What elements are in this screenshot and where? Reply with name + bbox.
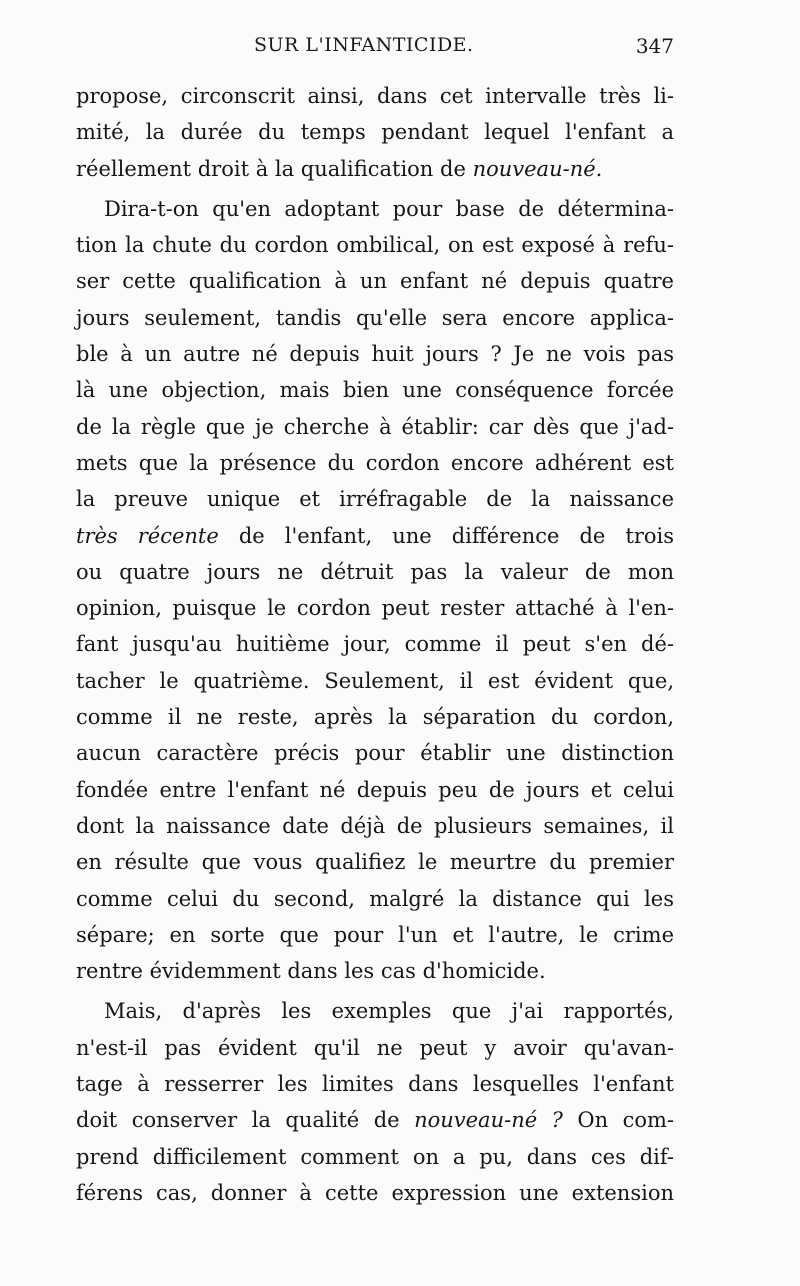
text-line: dont la naissance date déjà de plusieurs semaines, il	[76, 813, 674, 838]
paragraph-3	[76, 993, 674, 1211]
text-line: tion la chute du cordon ombilical, on est exposé à refu-	[76, 233, 674, 258]
text-line: aucun caractère précis pour établir une distinction	[76, 741, 674, 766]
text-line: férens cas, donner à cette expression une extension	[76, 1180, 674, 1205]
text-line: n'est-il pas évident qu'il ne peut y avoir qu'avan-	[76, 1035, 674, 1060]
text-line: là une objection, mais bien une conséquence forcée	[76, 378, 674, 403]
text-line: ble à un autre né depuis huit jours ? Je ne vois pas	[76, 342, 674, 367]
text-segment: doit conserver la qualité de	[76, 1108, 415, 1133]
body-text	[76, 78, 674, 1211]
text-segment: réellement droit à la qualification de	[76, 156, 473, 181]
italic-term: nouveau-né ?	[414, 1108, 563, 1133]
text-line: ser cette qualification à un enfant né depuis quatre	[76, 269, 674, 294]
text-line: Dira-t-on qu'en adoptant pour base de détermina-	[104, 196, 674, 221]
text-line: Mais, d'après les exemples que j'ai rapportés,	[104, 999, 674, 1024]
text-line: en résulte que vous qualifiez le meurtre du premier	[76, 850, 674, 875]
text-line: comme celui du second, malgré la distance qui les	[76, 886, 674, 911]
text-line: sépare; en sorte que pour l'un et l'autre, le crime	[76, 922, 674, 947]
italic-term: très récente	[76, 523, 219, 548]
text-line: mets que la présence du cordon encore adhérent est	[76, 450, 674, 475]
text-line: comme il ne reste, après la séparation du cordon,	[76, 705, 674, 730]
text-line: de la règle que je cherche à établir: car dès que j'ad-	[76, 414, 674, 439]
paragraph-1	[76, 78, 674, 187]
text-line: rentre évidemment dans les cas d'homicide.	[76, 959, 546, 984]
text-line	[76, 1102, 674, 1138]
text-line	[76, 518, 674, 554]
text-segment: On com-	[562, 1108, 675, 1133]
text-line: prend difficilement comment on a pu, dans ces dif-	[76, 1144, 674, 1169]
text-line: ou quatre jours ne détruit pas la valeur de mon	[76, 559, 674, 584]
running-head	[76, 32, 674, 62]
text-line: fondée entre l'enfant né depuis peu de jours et celui	[76, 777, 674, 802]
text-line: fant jusqu'au huitième jour, comme il peut s'en dé-	[76, 632, 674, 657]
text-line: la preuve unique et irréfragable de la naissance	[76, 487, 674, 512]
italic-term: nouveau-né.	[472, 156, 603, 181]
paragraph-2	[76, 191, 674, 990]
text-line: opinion, puisque le cordon peut rester attaché à l'en-	[76, 596, 674, 621]
text-line: tacher le quatrième. Seulement, il est évident que,	[76, 668, 674, 693]
text-line: tage à resserrer les limites dans lesquelles l'enfant	[76, 1072, 674, 1097]
text-line: propose, circonscrit ainsi, dans cet intervalle très li-	[76, 84, 674, 108]
text-line: jours seulement, tandis qu'elle sera encore applica-	[76, 305, 674, 330]
text-line: mité, la durée du temps pendant lequel l'enfant a	[76, 120, 674, 145]
page-number: 347	[635, 34, 674, 58]
text-segment: de l'enfant, une différence de trois	[218, 523, 675, 548]
text-line	[76, 151, 674, 187]
running-title: SUR L'INFANTICIDE.	[254, 34, 474, 56]
